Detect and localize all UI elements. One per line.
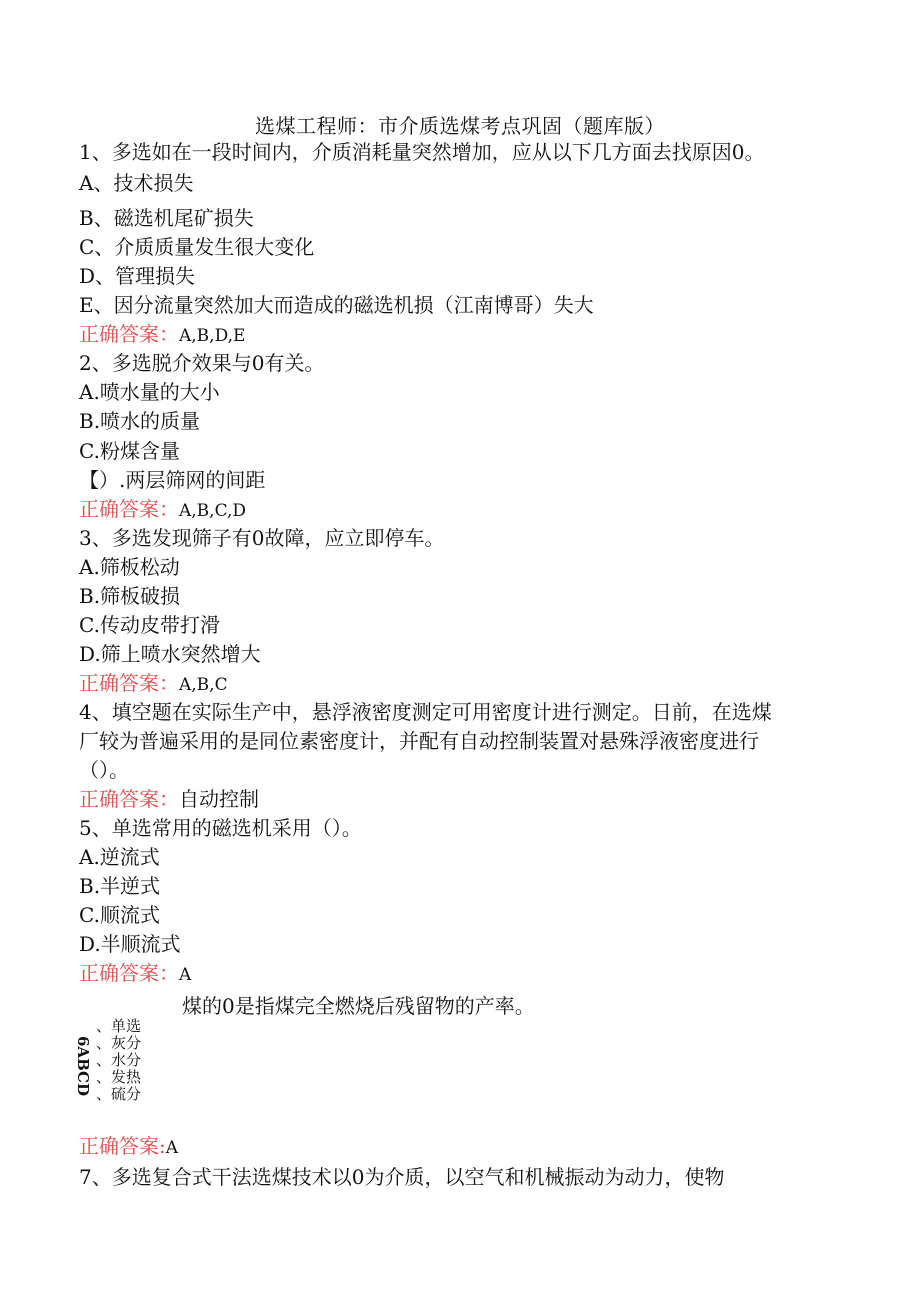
question-2-option-d: 【）.两层筛网的间距 — [79, 468, 266, 492]
question-6-stem: 煤的0是指煤完全燃烧后残留物的产率。 — [182, 994, 535, 1018]
question-3-option-c: C.传动皮带打滑 — [79, 613, 220, 637]
question-4-stem-line-3: （）。 — [79, 758, 129, 782]
question-5-option-d: D.半顺流式 — [79, 932, 181, 956]
question-2-stem: 2、多选脱介效果与0有关。 — [79, 351, 325, 375]
question-6-option: 、硫分 — [96, 1085, 142, 1103]
question-2-option-b: B.喷水的质量 — [79, 409, 201, 433]
answer-value: A,B,D,E — [179, 326, 246, 346]
question-5-answer — [79, 959, 191, 989]
question-2-option-a: A.喷水量的大小 — [79, 380, 220, 404]
answer-label: 正确答案： — [79, 671, 179, 695]
question-3-option-b: B.筛板破损 — [79, 584, 181, 608]
question-5-option-c: C.顺流式 — [79, 903, 160, 927]
question-3-option-d: D.筛上喷水突然增大 — [79, 642, 261, 666]
answer-value: A — [165, 1138, 179, 1158]
question-1-option-b: B、磁选机尾矿损失 — [79, 206, 254, 230]
question-4-stem-line-1: 4、填空题在实际生产中，悬浮液密度测定可用密度计进行测定。日前，在选煤 — [79, 700, 772, 724]
question-6-answer — [79, 1132, 178, 1162]
question-5-option-a: A.逆流式 — [79, 845, 160, 869]
question-6-option: 、灰分 — [96, 1034, 142, 1052]
question-1-option-e: E、因分流量突然加大而造成的磁选机损（江南博哥）失大 — [79, 293, 594, 317]
question-2-option-c: C.粉煤含量 — [79, 439, 180, 463]
answer-value: 自动控制 — [179, 787, 259, 811]
question-4-stem-line-2: 厂较为普遍采用的是同位素密度计，并配有自动控制装置对悬殊浮液密度进行 — [79, 729, 759, 753]
question-1-option-d: D、管理损失 — [79, 264, 196, 288]
question-1-answer — [79, 320, 245, 350]
question-6-option: 、水分 — [96, 1051, 142, 1069]
question-6-rotated-label: 6ABCD — [74, 1036, 92, 1096]
question-7-stem: 7、多选复合式干法选煤技术以0为介质，以空气和机械振动为动力，使物 — [79, 1165, 725, 1189]
question-1-stem: 1、多选如在一段时间内，介质消耗量突然增加，应从以下几方面去找原因0。 — [79, 140, 765, 164]
question-3-option-a: A.筛板松动 — [79, 555, 180, 579]
question-3-answer — [79, 669, 228, 699]
question-1-option-a: A、技术损失 — [79, 171, 194, 195]
page-title: 选煤工程师：市介质选煤考点巩固（题库版） — [255, 114, 665, 138]
question-2-answer — [79, 495, 246, 525]
answer-label: 正确答案： — [79, 787, 179, 811]
answer-value: A — [179, 965, 192, 985]
answer-label: 正确答案： — [79, 497, 179, 521]
question-6-options — [96, 1018, 141, 1103]
answer-label: 正确答案： — [79, 961, 179, 985]
question-6-option: 、单选 — [96, 1017, 142, 1035]
question-6-option: 、发热 — [96, 1068, 142, 1086]
question-5-option-b: B.半逆式 — [79, 874, 161, 898]
question-5-stem: 5、单选常用的磁选机采用（）。 — [79, 816, 362, 840]
answer-label: 正确答案: — [79, 1134, 166, 1158]
answer-value: A,B,C,D — [179, 501, 247, 521]
question-3-stem: 3、多选发现筛子有0故障，应立即停车。 — [79, 526, 445, 550]
question-1-option-c: C、介质质量发生很大变化 — [79, 235, 315, 259]
answer-value: A,B,C — [179, 675, 228, 695]
answer-label: 正确答案： — [79, 322, 179, 346]
question-4-answer — [79, 785, 259, 813]
